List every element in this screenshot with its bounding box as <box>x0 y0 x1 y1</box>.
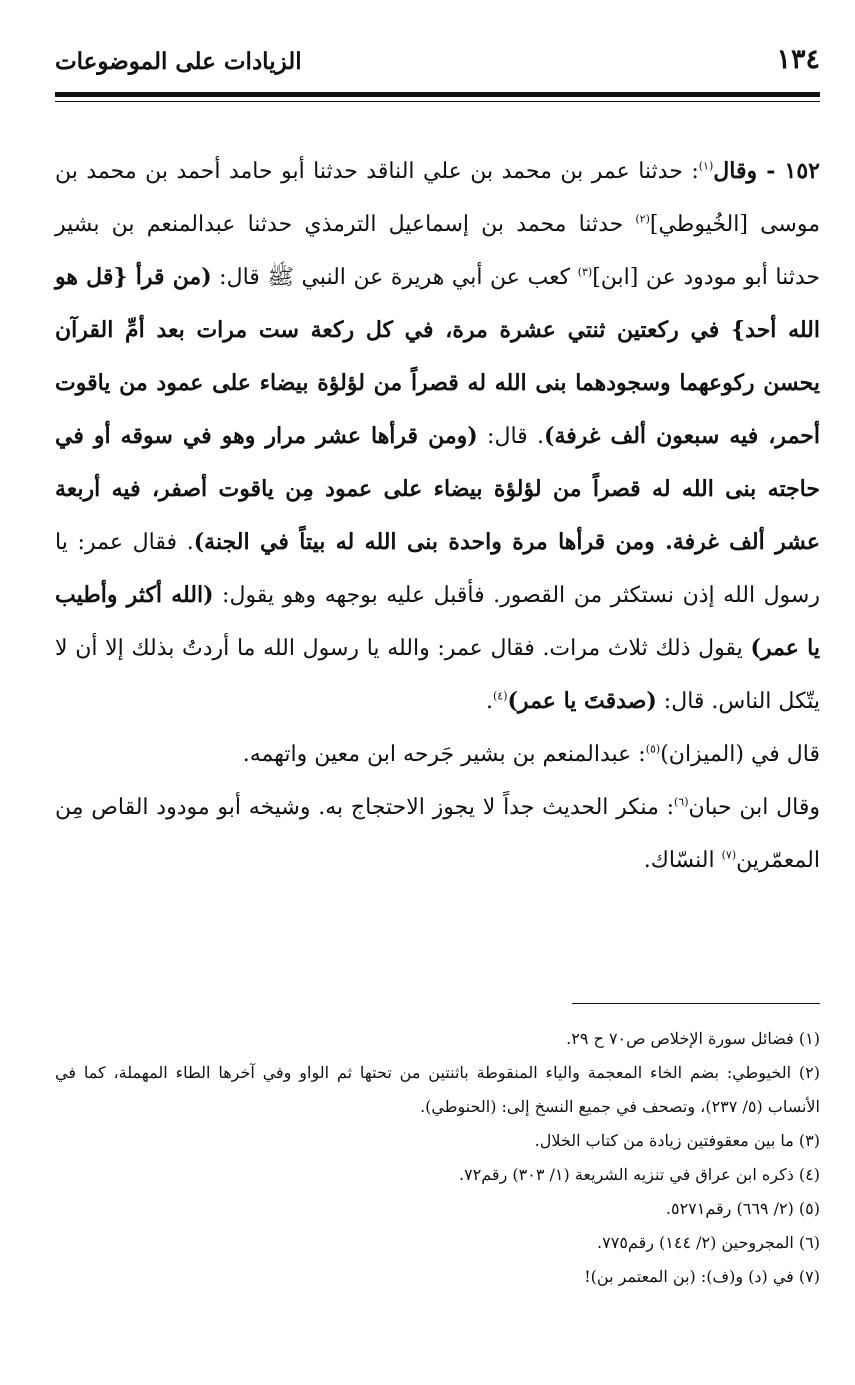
footnote-ref-5: (٥) <box>645 742 661 756</box>
footnote-5: (٥) (٢/ ٦٦٩) رقم٥٢٧١. <box>665 1199 820 1218</box>
header-rule-thin <box>55 101 820 102</box>
main-text <box>55 145 820 887</box>
page-number: ١٣٤ <box>776 44 820 75</box>
footnote-6: (٦) المجروحين (٢/ ١٤٤) رقم٧٧٥. <box>597 1233 820 1252</box>
matn-text-3: (الله أكثر وأطيب يا عمر) <box>55 582 820 661</box>
footnote-separator <box>572 1003 820 1004</box>
mizan-paragraph <box>55 728 820 781</box>
footnote-1: (١) فضائل سورة الإخلاص ص٧٠ ح ٢٩. <box>566 1029 820 1048</box>
narrative-text-2: يقول ذلك ثلاث مرات. فقال عمر: والله يا رسول الله ما أردتُ بذلك إلا أن لا يتّكل الناس. قال: <box>55 636 820 714</box>
footnote-ref-1: (١) <box>698 159 714 173</box>
ibn-hibban-text-a: وقال ابن حبان <box>688 795 820 820</box>
ibn-hibban-text-c: النسّاك. <box>643 848 722 873</box>
footnote-ref-6: (٦) <box>674 795 689 809</box>
matn-text-4: (صدقتَ يا عمر) <box>507 688 657 714</box>
isnad-text-3: كعب عن أبي هريرة عن النبي ﷺ قال: <box>211 265 578 290</box>
footnote-7: (٧) في (د) و(ف): (بن المعتمر بن)! <box>584 1267 820 1286</box>
narrative-text-1: . فقال عمر: يا رسول الله إذن نستكثر من القصور. فأقبل عليه بوجهه وهو يقول: <box>55 530 820 608</box>
mizan-text-a: قال في (الميزان) <box>660 742 820 767</box>
ibn-hibban-paragraph <box>55 781 820 887</box>
isnad-text: : حدثنا عمر بن محمد بن علي الناقد حدثنا أبو حامد أحمد بن محمد بن موسى [الخُيوطي] <box>55 159 820 237</box>
running-title: الزيادات على الموضوعات <box>55 48 302 75</box>
page-header <box>55 44 820 84</box>
header-rule-thick <box>55 92 820 97</box>
ibn-hibban-text-b: : منكر الحديث جداً لا يجوز الاحتجاج به. وشيخه أبو مودود القاص مِن المعمّرين <box>55 795 820 873</box>
footnote-ref-4: (٤) <box>493 689 508 703</box>
connector-text-1: . قال: <box>477 424 545 449</box>
footnote-ref-3: (٣) <box>577 265 593 279</box>
hadith-number: ١٥٢ - وقال <box>713 158 820 184</box>
hadith-paragraph <box>55 145 820 728</box>
isnad-text-2: حدثنا محمد بن إسماعيل الترمذي حدثنا عبدالمنعم بن بشير حدثنا أبو مودود عن [ابن] <box>55 212 820 290</box>
footnotes <box>55 1022 820 1294</box>
footnote-2: (٢) الخيوطي: بضم الخاء المعجمة والياء المنقوطة باثنتين من تحتها ثم الواو وفي آخرها الطاء المهملة، كما في الأنساب (٥/ ٢٣٧)، وتصحف في جميع النسخ إلى: (الحنوطي). <box>55 1063 821 1116</box>
matn-text-2: (ومن قرأها عشر مرار وهو في سوقه أو في حاجته بنى الله له قصراً من لؤلؤة بيضاء على عمود مِن ياقوت أصفر، فيه أربعة عشر ألف غرفة. ومن قرأها مرة واحدة بنى الله له بيتاً في الجنة) <box>55 423 820 555</box>
paragraph-end: . <box>486 689 493 714</box>
footnote-ref-7: (٧) <box>721 848 737 862</box>
footnote-4: (٤) ذكره ابن عراق في تنزيه الشريعة (١/ ٣٠٣) رقم٧٢. <box>459 1165 820 1184</box>
footnote-3: (٣) ما بين معقوفتين زيادة من كتاب الخلال. <box>534 1131 820 1150</box>
mizan-text-b: : عبدالمنعم بن بشير جَرحه ابن معين واتهمه. <box>242 742 646 767</box>
footnote-ref-2: (٢) <box>635 212 650 226</box>
matn-text-1: (من قرأ {قل هو الله أحد} في ركعتين ثنتي عشرة مرة، في كل ركعة ست مرات بعد أمِّ القرآن يحسن ركوعهما وسجودهما بنى الله له قصراً من لؤلؤة بيضاء على عمود من ياقوت أحمر، فيه سبعون ألف غرفة) <box>55 264 820 449</box>
